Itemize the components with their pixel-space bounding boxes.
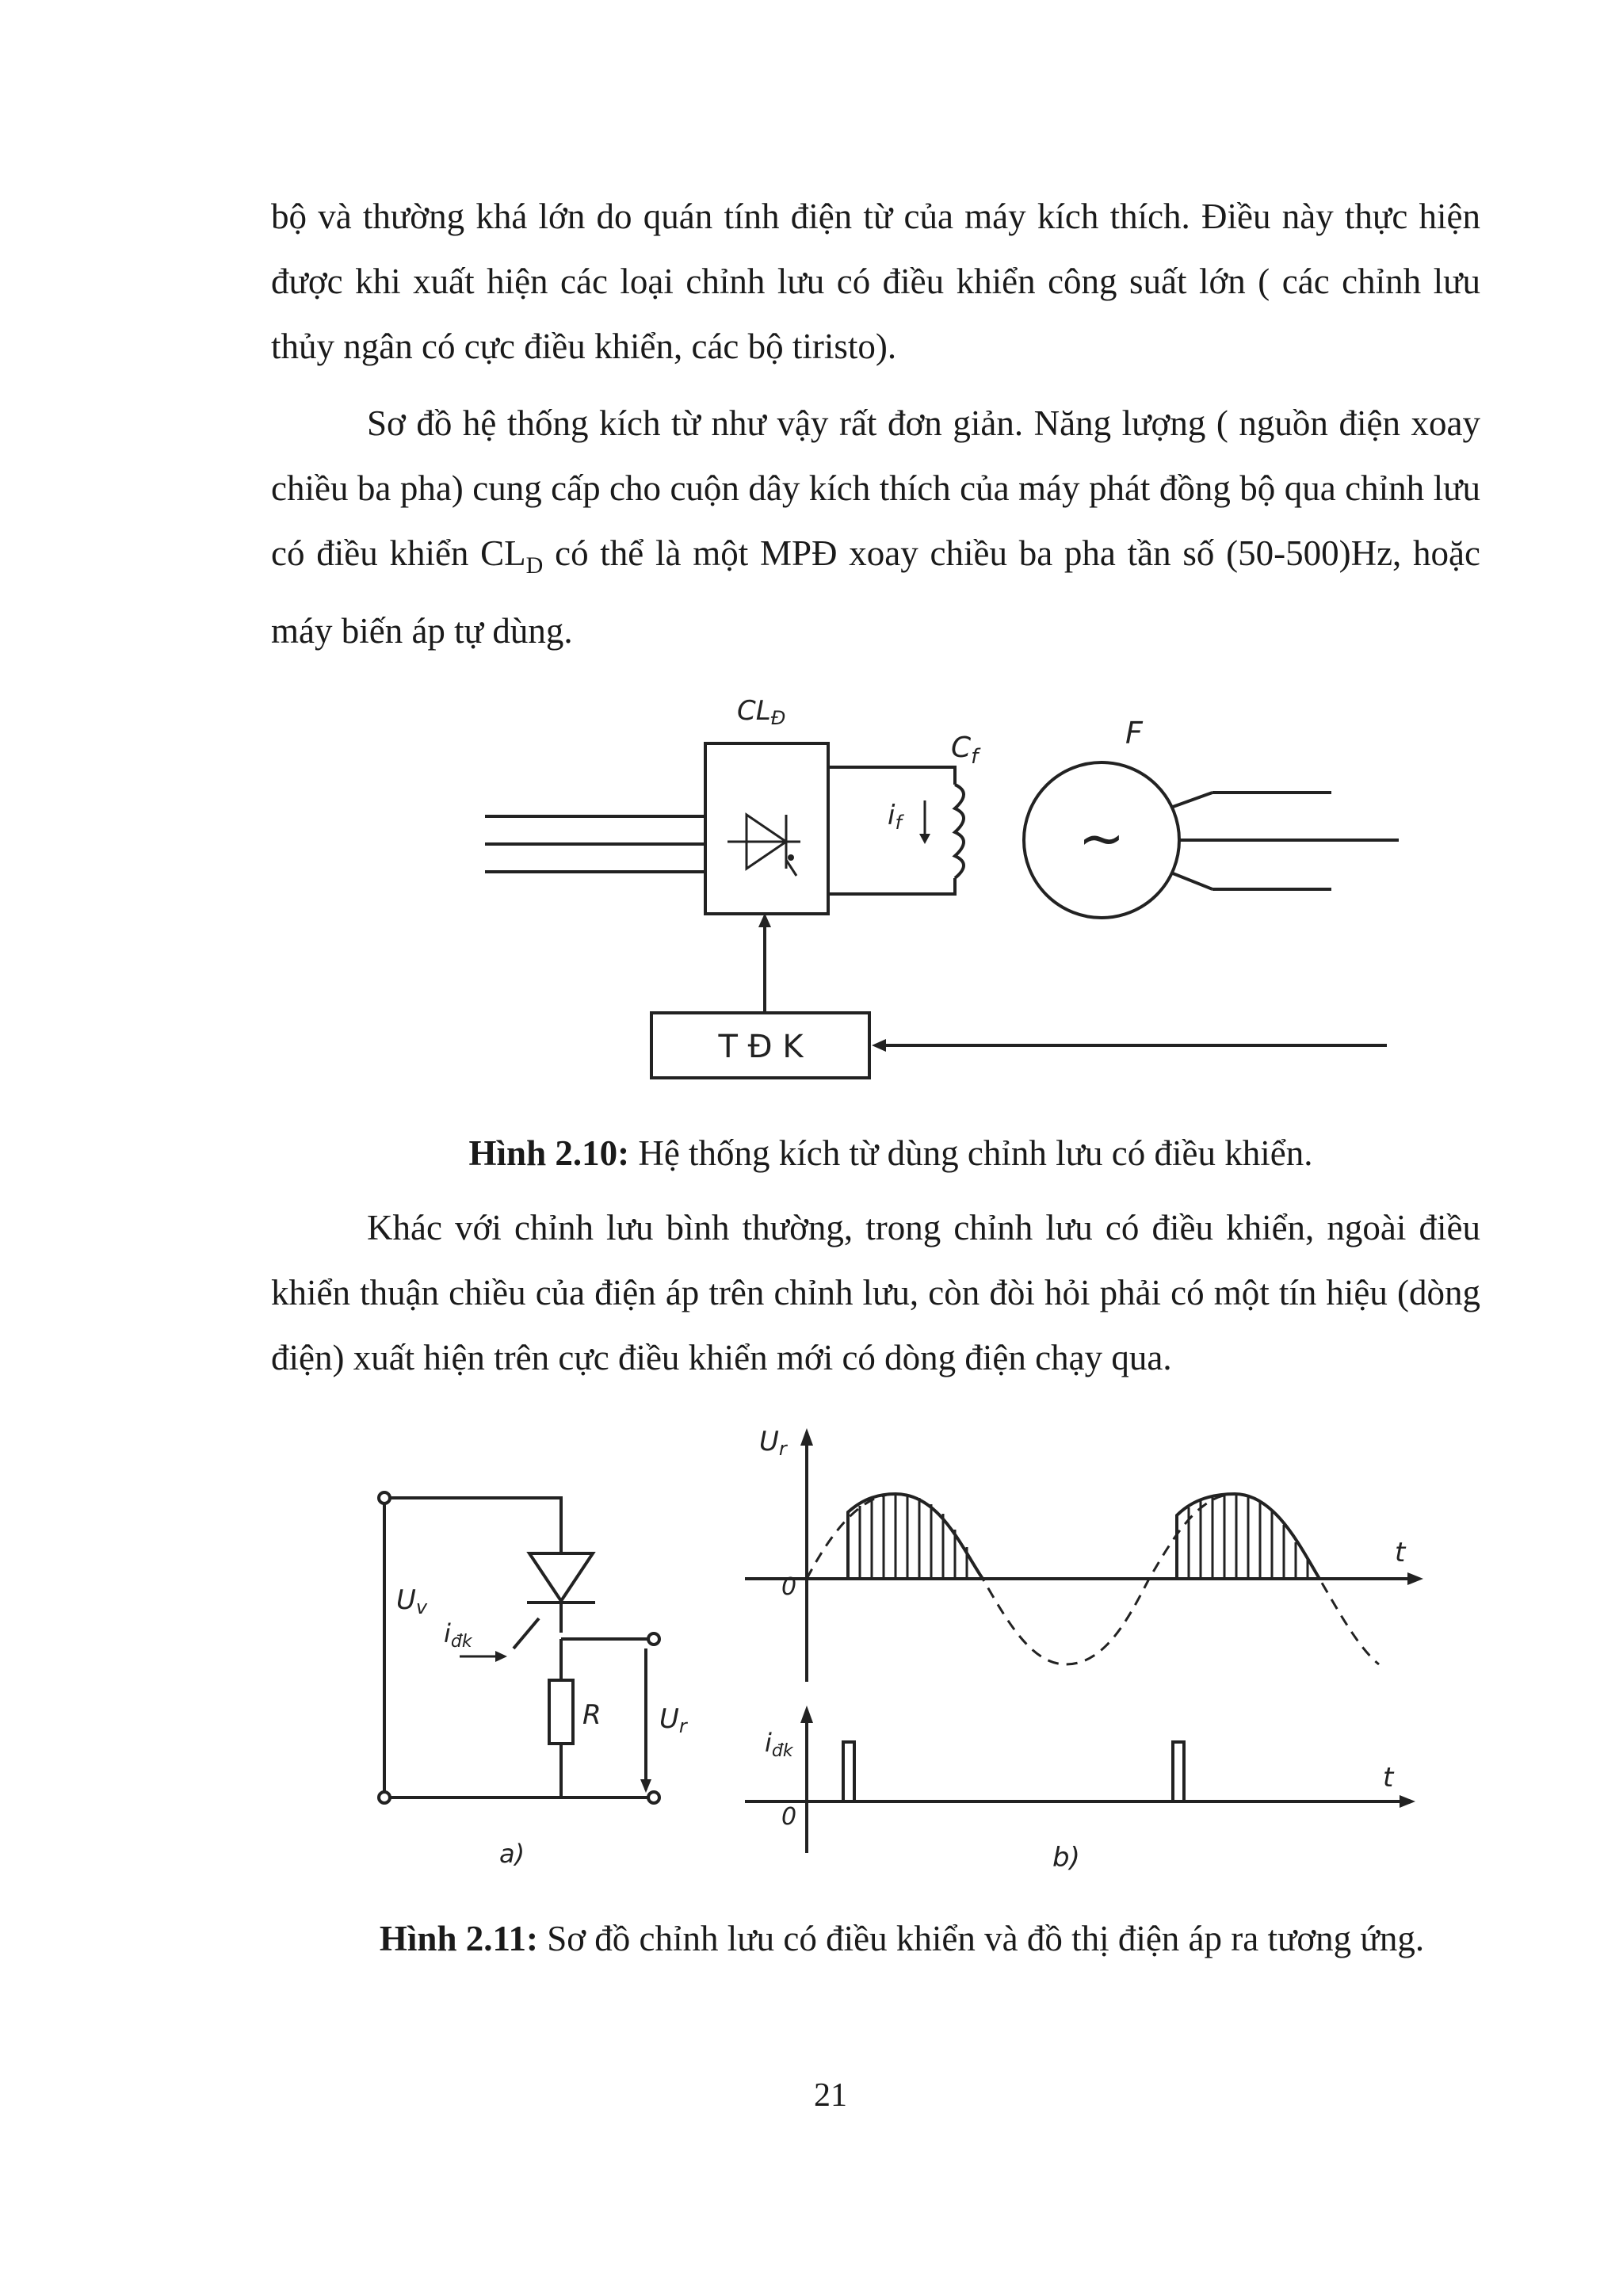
paragraph-2-subscript: D <box>525 552 544 579</box>
part-a-label: a) <box>499 1839 525 1869</box>
hatching-2 <box>1189 1494 1308 1579</box>
figure-2-11-caption <box>0 1915 1623 1962</box>
graph-top-origin: 0 <box>781 1573 797 1601</box>
output-voltage-label: Ur <box>659 1703 687 1737</box>
controller-label: T Đ K <box>718 1029 804 1065</box>
input-terminal-bottom <box>379 1792 390 1803</box>
wire-to-coil-bottom <box>828 878 955 894</box>
wire-to-coil-top <box>828 767 955 785</box>
graph-bottom-origin: 0 <box>781 1803 797 1831</box>
figure-2-10-caption-text: Hệ thống kích từ dùng chỉnh lưu có điều khiển. <box>629 1133 1313 1173</box>
page-number: 21 <box>814 2077 847 2114</box>
graph-bottom-time-label: t <box>1383 1762 1394 1794</box>
figure-2-11-diagram <box>349 1419 1474 1886</box>
paragraph-3-text: Khác với chỉnh lưu bình thường, trong chỉnh lưu có điều khiển, ngoài điều khiển thuận chiều của điện áp trên chỉnh lưu, còn đòi hỏi phải có một tín hiệu (dòng điện) xuất hiện trên cực điều khiển mới có dòng điện chạy qua. <box>271 1208 1480 1377</box>
input-voltage-label: Uv <box>396 1584 428 1618</box>
figure-2-10-diagram <box>475 682 1426 1094</box>
output-terminal-top <box>648 1633 659 1645</box>
paragraph-2-text <box>271 391 1480 663</box>
wire-top <box>390 1498 561 1553</box>
graph-top-ylabel: Ur <box>759 1426 787 1460</box>
paragraph-3 <box>271 1195 1480 1390</box>
figure-2-10-caption-label: Hình 2.10: <box>468 1133 630 1173</box>
generator-lead-1 <box>1173 793 1212 807</box>
gate-pulse-1 <box>843 1742 854 1801</box>
paragraph-2-part-2: có thể là một MPĐ xoay chiều ba pha tần số (50-500)Hz, hoặc máy biến áp tự dùng. <box>271 533 1480 651</box>
graph-bottom-ylabel: iđk <box>765 1728 793 1761</box>
paragraph-1 <box>271 184 1480 379</box>
rectifier-label: CLĐ <box>737 695 786 729</box>
figure-2-10-caption <box>0 1129 1623 1177</box>
thyristor-a <box>529 1553 593 1601</box>
generator-label: F <box>1125 716 1143 751</box>
paragraph-2-part-1: Sơ đồ hệ thống kích từ như vậy rất đơn giản. Năng lượng ( nguồn điện xoay chiều ba pha) cung cấp cho cuộn dây kích thích của máy phát đồng bộ qua chỉnh lưu có điều khiển CL <box>271 403 1480 573</box>
graph-top-time-label: t <box>1395 1537 1406 1568</box>
current-label: if <box>888 800 902 834</box>
paragraph-2 <box>271 391 1480 663</box>
gate-current-label: iđk <box>444 1618 472 1652</box>
figure-2-11-caption-label: Hình 2.11: <box>379 1919 538 1958</box>
resistor-label: R <box>582 1699 601 1731</box>
gate-lead <box>514 1618 539 1648</box>
generator-lead-3 <box>1173 873 1212 889</box>
rectified-pulse-1 <box>848 1494 983 1579</box>
paragraph-1-text: bộ và thường khá lớn do quán tính điện từ của máy kích thích. Điều này thực hiện được khi xuất hiện các loại chỉnh lưu có điều khiển công suất lớn ( các chỉnh lưu thủy ngân có cực điều khiển, các bộ tiristo). <box>271 197 1480 366</box>
hatching-1 <box>860 1494 967 1579</box>
part-b-label: b) <box>1052 1842 1080 1874</box>
field-coil <box>955 785 964 878</box>
gate-pulse-2 <box>1173 1742 1184 1801</box>
input-terminal-top <box>379 1492 390 1503</box>
coil-label: $C_f$ <box>951 732 979 769</box>
resistor <box>549 1680 573 1744</box>
output-terminal-bottom <box>648 1792 659 1803</box>
figure-2-11-caption-text: Sơ đồ chỉnh lưu có điều khiển và đồ thị điện áp ra tương ứng. <box>537 1919 1425 1958</box>
generator-symbol: ~ <box>1078 806 1125 871</box>
